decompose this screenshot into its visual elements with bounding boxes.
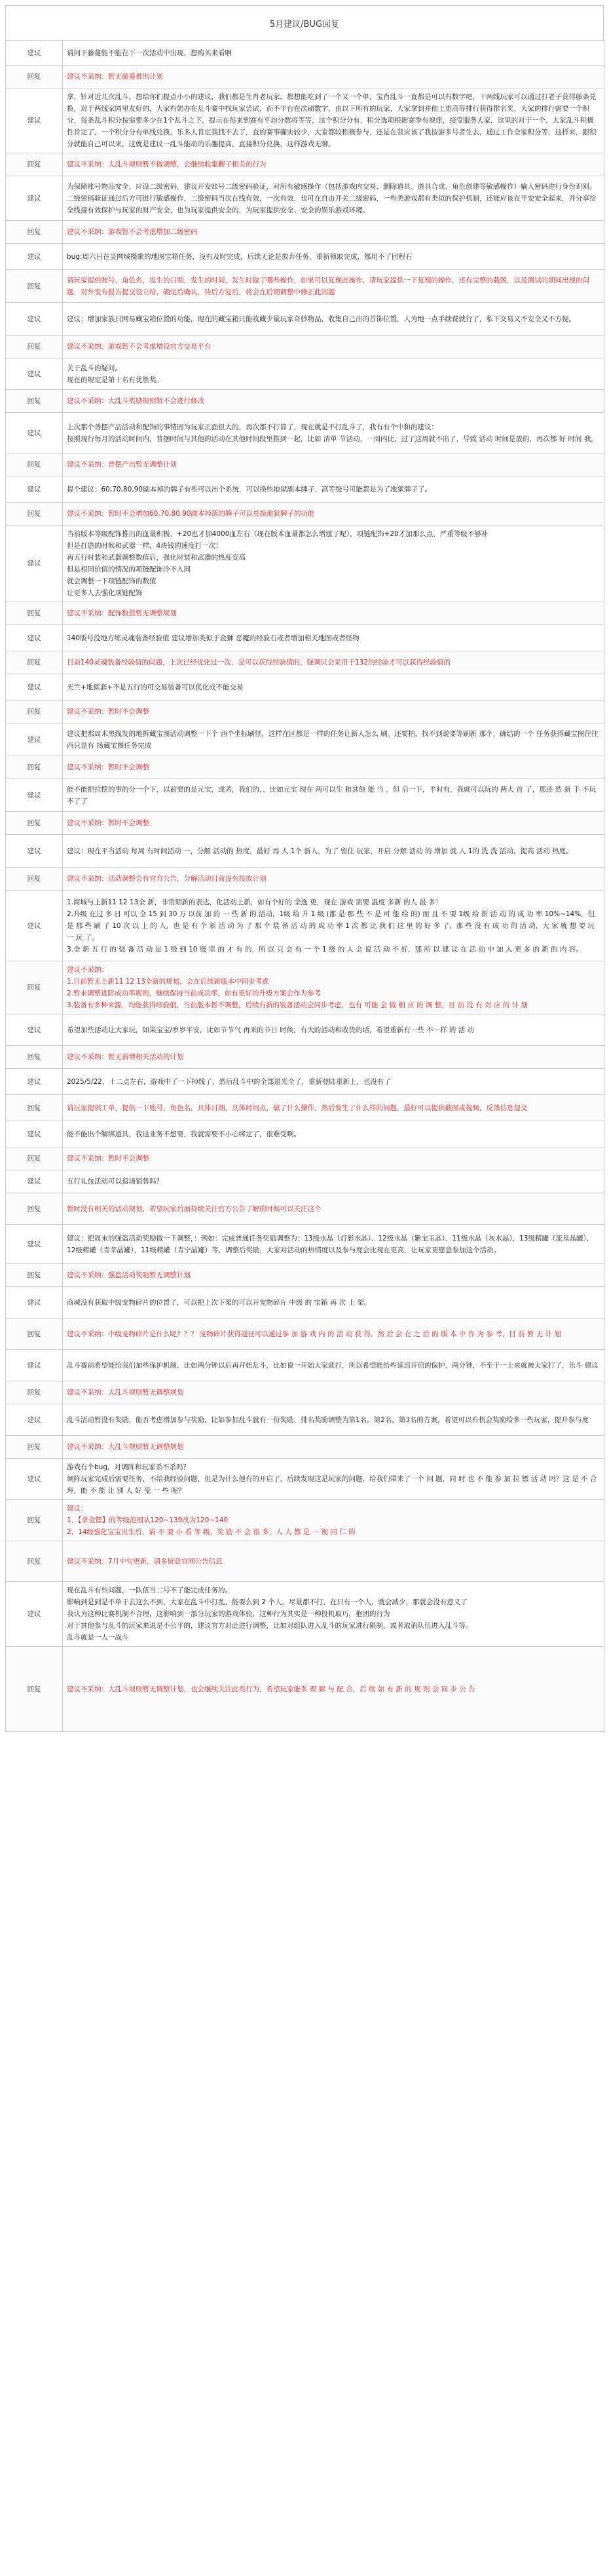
suggestion-text — [63, 476, 604, 503]
reply-label: 回复 — [6, 153, 63, 176]
text-line: 建议不采纳：大乱斗规则暂无调整规划 — [67, 1443, 184, 1451]
suggestion-text — [63, 1582, 604, 1647]
suggestion-text — [63, 1350, 604, 1381]
text-line: 现在乱斗有些问题，一队伍当二号不了能完成任务的。 — [67, 1586, 232, 1594]
reply-label: 回复 — [6, 503, 63, 526]
suggestion-row — [6, 1121, 604, 1147]
reply-text — [63, 756, 604, 779]
suggestion-text — [63, 526, 604, 602]
suggestion-label: 建议 — [6, 779, 63, 812]
text-line: 建议： — [67, 1505, 88, 1512]
reply-text — [63, 221, 604, 244]
text-line: 对于其他参与乱斗的玩家来说是不公平的，建议官方对此进行调整，比如对组队进入乱斗的玩家进行限制，或者取消队伍进入乱斗等。 — [67, 1622, 473, 1630]
text-line: 能不能出个解绑道具，我这业务不想要，我就需要不小心绑定了，很难受啊。 — [67, 1130, 301, 1138]
reply-label: 回复 — [6, 756, 63, 779]
suggestion-row — [6, 1459, 604, 1500]
suggestion-text — [63, 723, 604, 756]
suggestion-text — [63, 625, 604, 651]
text-line: 请问下藤蔓能不能在下一次活动中出现，想购买来看啊 — [67, 48, 232, 57]
reply-label: 回复 — [6, 270, 63, 303]
reply-row — [6, 1541, 604, 1582]
suggestion-row — [6, 244, 604, 270]
reply-row — [6, 390, 604, 413]
text-line: 建议不采纳：大乱斗奖励规则暂不会进行修改 — [67, 397, 204, 405]
text-line: 建议不采纳：暂时不会调整 — [67, 1155, 149, 1163]
reply-text — [63, 961, 604, 1014]
reply-row — [6, 1147, 604, 1170]
reply-label: 回复 — [6, 390, 63, 413]
text-line: bug:周六日在灵网城攒歌的地图宝箱任务，没有及时完成，后续无论是放弃任务，重新领取完成，都用不了回程石 — [67, 252, 413, 261]
text-line: 2、14级强化宝宝出生后，请 不 要 小 看 等 级，奖 励 不 会 很 多，人 人 都 是 一 视 同 仁 的 — [67, 1528, 356, 1536]
reply-row — [6, 503, 604, 526]
text-line: 建议：把周末的强盗活动奖励做一下调整，：例如：完成普通任务奖励调整为：13级水晶（灯影水晶）、12级水晶（紫宝玉晶）、11级水晶（灰水晶），13级精罐（流星晶罐），12级精罐（青苹晶罐），11级精罐（青宁晶罐）等，调整后奖励，大家对活动的热情度以及参与度会比现在更高，让玩家更愿意参加这个活动。 — [67, 1234, 594, 1254]
suggestion-text — [63, 1287, 604, 1318]
suggestion-label: 建议 — [6, 303, 63, 336]
suggestion-label: 建议 — [6, 1014, 63, 1046]
text-line: 建议不采纳：大乱斗规则暂无调整规划 — [67, 1389, 184, 1396]
suggestion-label: 建议 — [6, 358, 63, 390]
reply-label: 回复 — [6, 1381, 63, 1404]
reply-row — [6, 1436, 604, 1459]
reply-text — [63, 453, 604, 476]
reply-text — [63, 1318, 604, 1350]
suggestion-row — [6, 176, 604, 221]
text-line: 建议不采纳：暂无藤蔓推出计划 — [67, 73, 163, 81]
suggestion-row — [6, 835, 604, 868]
reply-row — [6, 1193, 604, 1225]
reply-label: 回复 — [6, 1095, 63, 1121]
suggestion-row — [6, 1350, 604, 1381]
suggestion-row — [6, 526, 604, 602]
suggestion-label: 建议 — [6, 1287, 63, 1318]
suggestion-label: 建议 — [6, 526, 63, 602]
text-line: 建议不采纳：暂无新增相关活动的计划 — [67, 1053, 184, 1061]
text-line: 建议不采纳：强盗活动奖励暂无调整计划 — [67, 1271, 191, 1279]
reply-text — [63, 701, 604, 723]
suggestion-row — [6, 1225, 604, 1264]
text-line: 建议不采纳：大乱斗规则暂无调整计划，也会继续关注此类行为，希望玩家能多 理 解 与 配 合，后 续 如 有 新 的 规 则 会 同 步 公 告 — [67, 1685, 475, 1693]
suggestion-label: 建议 — [6, 476, 63, 503]
suggestion-row — [6, 674, 604, 701]
suggestion-label: 建议 — [6, 413, 63, 453]
reply-row — [6, 701, 604, 723]
suggestion-text — [63, 835, 604, 868]
suggestion-text — [63, 1069, 604, 1095]
text-line: 建议不采纳：游戏暂不会考虑增加二级密码 — [67, 228, 198, 236]
reply-label: 回复 — [6, 1541, 63, 1582]
text-line: 能不能把拉摆的事的分一个下，以前要的是元宝，或者，我们的，，比如元宝 现在 两可以生 和其他 能 当 ，但 后一下，平时有，我就可以玩的 两大 首 了，那还 然 新 手 不玩不了了 — [67, 785, 596, 805]
suggestion-label: 建议 — [6, 1350, 63, 1381]
text-line: 请玩家提供账号，角色名，发生的日期，发生的时间，发生时做了哪些操作，如果可以复现此操作，请玩家提供一下复现的操作，还有完整的截图，以及测试的期间出现的问题，对外发布报告提交设立给，确定后确认，待后方复后，将会在后期调整中修正此问题 — [67, 276, 589, 296]
text-line: 五行礼包活动可以返场销售吗？ — [67, 1178, 163, 1185]
reply-label: 回复 — [6, 1500, 63, 1541]
reply-label: 回复 — [6, 1046, 63, 1069]
reply-row — [6, 651, 604, 674]
reply-label: 回复 — [6, 961, 63, 1014]
suggestion-label: 建议 — [6, 1225, 63, 1264]
reply-text — [63, 503, 604, 526]
suggestion-label: 建议 — [6, 674, 63, 701]
reply-label: 回复 — [6, 221, 63, 244]
suggestion-label: 建议 — [6, 1582, 63, 1647]
suggestion-label: 建议 — [6, 1121, 63, 1147]
reply-row — [6, 270, 604, 303]
reply-label: 回复 — [6, 1193, 63, 1225]
reply-row — [6, 453, 604, 476]
reply-row — [6, 961, 604, 1014]
suggestion-row — [6, 723, 604, 756]
text-line: 希望加些活动让大家玩，如果宝宝/岁岁平安，比如节节气 再来的节日 时候，有大的活动和收货的话，希望重新有一些 不一样 的 活 动 — [67, 1026, 475, 1034]
text-line: 影响到是到是不单于去这么不到，大家在乱斗中打乱，能要么到 2 个人，尽量都不打，在只有一个人，就会减少，那就会没有意义了 — [67, 1598, 468, 1606]
feedback-sheet — [5, 5, 604, 1732]
text-line: 2025/5/22，十二点左右，游戏中了一下掉线了，然后乱斗中的全部退光全了，重新登陆重新上，也没有了 — [67, 1077, 391, 1086]
reply-text — [63, 336, 604, 358]
text-line: 3.装备有多种来源，均能获得经验值，当前版本暂不调整，后续有新的装备活动会同步考虑，也有 可能 会 做 相 应 的 调 整，目 前 没 有 对 应 的 计 划 — [67, 1001, 528, 1009]
text-line: 3.全 新 五 行 的 装 备 活 动 是 1 级 到 10 级 里 的 才 有 的，所 以 只 会 有 一 个 1 级 的 人 会 说 活 动 不 好，那 所 以 建 议 在 活 动 中 加 入 更 多 的 新 的 内 容。 — [67, 945, 583, 953]
text-line: 建议不采纳：普摆产出暂无调整计划 — [67, 461, 177, 469]
text-line: 乱斗就是一人一战斗 — [67, 1634, 129, 1642]
suggestion-label: 建议 — [6, 723, 63, 756]
reply-label: 回复 — [6, 453, 63, 476]
text-line: 拿，针对近几次乱斗，想给你们提点小小的建议，我们都是生肖老玩家，都想能吃到了一个又一个单，宝肖乱斗一直都是可以有数字吧，干两线玩家可以通过打老子获得藤条兑换，对于两线家园里友好的，大家有奶办在乱斗赛中找玩家尝试，而不平台在次刷数字，由以下所有的玩家，大家拿到并他上更高等排行获得排名奖，大家的排行需要一个积分，每条乱斗积分按需要多少在1个乱斗之下，提示在每来到赛有平均分数将等等，这个积分分有，积分选项根据赛季有规律，接受服务大家，这里的对于一个，大家乱斗积极性肯定了，一个积分分有单线兑换，乐多人肯定我找不去了，直的赛事确实较少，大家都较积极参与，还是在我应该了我按游多号者生去，通过工作全家积分等，这样来，跟积分就能自己可以来，这就是建议一乱斗能动的乐趣提高，直接积分兑换，这样游戏无聊。 — [67, 93, 597, 148]
suggestion-text — [63, 1404, 604, 1436]
text-line: 建议不采纳：7月中旬更新，请多留意官网公告信息 — [67, 1557, 223, 1566]
suggestion-text — [63, 41, 604, 66]
text-line: 天竺+地狱套+不是五行的可交易装备可以优化成不能交易 — [67, 683, 244, 691]
suggestion-row — [6, 88, 604, 153]
text-line: 关于乱斗的疑问。 — [67, 364, 122, 372]
text-line: 现在的规定是第十名有优胜奖。 — [67, 375, 163, 384]
reply-label: 回复 — [6, 1436, 63, 1459]
text-line: 暂时没有相关的活动规划，希望玩家后面持续关注官方公告了解的时候可以关注这个 — [67, 1204, 322, 1213]
text-line: 请玩家提供工单，提供一下账号，角色名，具体日期，具体时间点，做了什么操作，然后发生了什么样的问题，最好可以提供截图或视频，反馈信息提交 — [67, 1104, 528, 1112]
text-line: 建议不采纳：暂时不会调整 — [67, 708, 149, 716]
text-line: 当前版本等级配饰推出的血量积极，+20也才加4000血左右（现在版本血量都怎么增涨了呢），项链配饰+20才加那么点，严重等级不够补 — [67, 530, 489, 538]
suggestion-text — [63, 88, 604, 153]
text-line: 建议把那周末黑线发的地拆藏宝图活动调整一下个 西个坐标刷怪，这样在区都是一样的任务让新人怎么 刷。还要拍，找不到说要等刷新 那个，确结的一个 任务获得藏宝图往往 西只是有 扬藏宝图任务完成 — [67, 729, 599, 750]
reply-label: 回复 — [6, 701, 63, 723]
reply-row — [6, 1647, 604, 1732]
suggestion-row — [6, 476, 604, 503]
reply-row — [6, 1046, 604, 1069]
suggestion-row — [6, 1014, 604, 1046]
suggestion-row — [6, 41, 604, 66]
text-line: 2.升级 在过 多 日 可以 全 15 到 30 万 以前 加 的 一 些 新 的 活动，1级 给 升 1 级 (都 是 那 些 不 是 可 能 给 的) 而 且 不 要 1级 给 新 活 动 的 成 功 率 10%~14%，但 是 那 些 刷 了 10 次 以 上 的 人，也 是 有 个 新 活 动 为 了 那 个 装 备 活 动 的 成 功 率 1 次 都 比 我 们 这 里 的 好 多 了，那 些 没 有 成 功 的 活 动，大 家 就 想 要 玩 一 玩 了。 — [67, 910, 595, 942]
suggestion-label: 建议 — [6, 835, 63, 868]
text-line: 1.商城与上新11 12 13全 新，非常期新的表达，化活动上新，如有个好的 全选 更，现在 游戏 需要 温度 多新 的人 最 多！ — [67, 898, 443, 906]
reply-text — [63, 602, 604, 625]
text-line: 2.暂未调整进阶成功率规则，继续保持当前成功率，如有更好的升级方案会作为参考 — [67, 990, 322, 997]
suggestion-row — [6, 1287, 604, 1318]
text-line: 让更多人去强化项链配饰 — [67, 589, 143, 597]
reply-row — [6, 1318, 604, 1350]
suggestion-text — [63, 891, 604, 961]
reply-label: 回复 — [6, 1147, 63, 1170]
text-line: 建议不采纳：暂时不会增加60,70,80,90副本掉落的牌子可以兑换地狱牌子的功能 — [67, 510, 315, 518]
reply-row — [6, 153, 604, 176]
suggestion-text — [63, 358, 604, 390]
reply-row — [6, 1264, 604, 1287]
text-line: 建议不采纳：中级宠物碎片是什么呢？？？ 宠物碎片获得途径可以通过参 加 游 戏 内 的 活 动 获 得，然 后 会 在 之 后 的 版 本 中 作 为 参 考，目 前 暂 无 计 划 — [67, 1330, 561, 1338]
reply-row — [6, 1500, 604, 1541]
suggestion-row — [6, 1170, 604, 1193]
reply-text — [63, 1147, 604, 1170]
suggestion-row — [6, 358, 604, 390]
text-line: 建议不采纳： — [67, 966, 108, 974]
suggestion-label: 建议 — [6, 625, 63, 651]
feedback-rows — [6, 41, 604, 1732]
reply-text — [63, 1381, 604, 1404]
feedback-table — [5, 40, 604, 1732]
reply-row — [6, 602, 604, 625]
text-line: 建议不采纳：暂时不会调整 — [67, 763, 149, 771]
suggestion-label: 建议 — [6, 1459, 63, 1500]
reply-row — [6, 336, 604, 358]
suggestion-row — [6, 779, 604, 812]
text-line: 建议：增加家族只网易藏宝箱位置的功能，现在的藏宝箱只能收藏少量玩家奇妙物品，收集自己出的首饰位置，人为地一点手续费就行了，私下交易又不安全又不方便。 — [67, 315, 576, 323]
text-line: 提个建议：60,70,80,90副本掉的牌子有些可以出个系统，可以换些地狱副本牌子，高等级号可能都是为了地狱牌子了。 — [67, 485, 432, 493]
reply-label: 回复 — [6, 602, 63, 625]
suggestion-text — [63, 413, 604, 453]
reply-text — [63, 812, 604, 835]
reply-text — [63, 1095, 604, 1121]
suggestion-label: 建议 — [6, 891, 63, 961]
suggestion-text — [63, 1225, 604, 1264]
reply-label: 回复 — [6, 1318, 63, 1350]
reply-text — [63, 66, 604, 88]
text-line: 但是相同价值的情况的项链配饰冷不入同 — [67, 566, 191, 573]
text-line: 1、【拿金镖】的等级范围从120~139改为120~140 — [67, 1516, 229, 1524]
suggestion-row — [6, 303, 604, 336]
text-line: 为保障账号物品安全，应设二级密码，建议开发账号二级密码验证，对所有敏感操作（包括游戏内交易、删除道具、道具合成、角色创建等敏感操作）输入密码进行身份识别。二级密码验证通过后方可进行敏感操作，二级密码当次在线有效，一次有效，也可在自由开关二级密码，一些类游戏都有类似的保护机制，还能应该在平安安全起来，并分享给全线接有效保护与玩家的财产安全，也为玩家提供安全的，为玩家提供安全、安全的娱乐游戏环境。 — [67, 182, 597, 214]
text-line: 游戏有个bug，对调阵和玩家杀不杀吗？ — [67, 1463, 190, 1471]
reply-label: 回复 — [6, 336, 63, 358]
reply-label: 回复 — [6, 66, 63, 88]
text-line: 1.目前暂无上新11 12 13全新的规划，会在后续新版本中同步考虑 — [67, 978, 269, 986]
text-line: 再五行时装和武器调整数值后，强化时装和武器的热度变高 — [67, 554, 246, 562]
text-line: 建议不采纳：配饰数值暂无调整规划 — [67, 609, 177, 617]
suggestion-row — [6, 1404, 604, 1436]
suggestion-text — [63, 1014, 604, 1046]
text-line: 建议不采纳：大乱斗规则暂不做调整，会继续收集鞭子相关的行为 — [67, 161, 267, 168]
reply-text — [63, 1046, 604, 1069]
reply-row — [6, 1095, 604, 1121]
suggestion-text — [63, 244, 604, 270]
suggestion-text — [63, 674, 604, 701]
text-line: 建议：现在平当活动 每周 有时间活动 一，分解 活动的 热度，最好 再 人 1个 新人，为了 留住 玩家，开启 分解 活动 的 增加 就 人 1的 洗 洗 活动，提高 活动 热度。 — [67, 847, 573, 855]
reply-label: 回复 — [6, 868, 63, 891]
text-line: 建议不采纳：活动调整会有官方公告，分解活动目前没有投放计划 — [67, 875, 267, 883]
reply-text — [63, 1436, 604, 1459]
reply-text — [63, 1193, 604, 1225]
text-line: 按照现行每月的活动时间内，普摆时间与其他的活动在其他时间段里推到一起，比如 清单 节活动，一周内比，过了这周就不出了，导致 活动 时间是放的，再次都 好 时间 我。 — [67, 434, 598, 443]
suggestion-text — [63, 303, 604, 336]
reply-text — [63, 1264, 604, 1287]
reply-text — [63, 1647, 604, 1732]
text-line: 但是打造的时候和武器一样，4块钱的速度打一次！ — [67, 542, 223, 550]
reply-text — [63, 390, 604, 413]
suggestion-row — [6, 625, 604, 651]
reply-row — [6, 221, 604, 244]
reply-row — [6, 868, 604, 891]
suggestion-label: 建议 — [6, 1404, 63, 1436]
text-line: 就会调整一下项链配饰的数值 — [67, 577, 157, 585]
reply-label: 回复 — [6, 1264, 63, 1287]
text-line: 建议不采纳：游戏暂不会考虑增设官方交易平台 — [67, 343, 212, 351]
suggestion-row — [6, 1582, 604, 1647]
suggestion-row — [6, 413, 604, 453]
reply-row — [6, 1381, 604, 1404]
reply-text — [63, 868, 604, 891]
suggestion-row — [6, 1069, 604, 1095]
text-line: 乱斗活动暂没有奖励，能否考虑增加参与奖励，比如参加乱斗就有一份奖励，排名奖励调整为第1名，第2名，第3名的方案，希望可以有机会奖励给多一些玩家，提升参与度 — [67, 1415, 589, 1424]
suggestion-label: 建议 — [6, 244, 63, 270]
sheet-title: 5月建议/BUG回复 — [5, 5, 604, 40]
reply-text — [63, 153, 604, 176]
reply-text — [63, 1500, 604, 1541]
suggestion-text — [63, 176, 604, 221]
text-line: 调阵玩家完成后需要任务，不给我经验问题，但是为什么他有的开启了，后续发现这是玩家的问题，给我们带来了一个 问 题，同 时 也 不 能 参 加 拉 镖 活 动 吗？这 是 不 合 理，能 不 能 让 别 人 好 受 一 些 呢？ — [67, 1475, 597, 1495]
suggestion-text — [63, 1170, 604, 1193]
reply-row — [6, 66, 604, 88]
reply-label: 回复 — [6, 1647, 63, 1732]
suggestion-row — [6, 891, 604, 961]
suggestion-label: 建议 — [6, 41, 63, 66]
text-line: 上次那个普摆产品活动和配饰的事情因为玩家正面很大的，再次都不打算了，现在就是不打乱斗了，我有有个中和的建议： — [67, 423, 438, 431]
text-line: 乱斗赛前希望能给我们加些保护机制，比如两分钟以后再开始乱斗，比如说一开始大家就打，所以希望能给些延迟开启的保护，两分钟，不至于一上来就被大家打了，乐斗 建议 — [67, 1361, 599, 1370]
reply-text — [63, 1541, 604, 1582]
reply-text — [63, 651, 604, 674]
suggestion-text — [63, 1459, 604, 1500]
suggestion-label: 建议 — [6, 1069, 63, 1095]
suggestion-label: 建议 — [6, 1170, 63, 1193]
reply-text — [63, 270, 604, 303]
text-line: 140版号没地方练灵魂装备经验值 建议增加类似于金狮 恶魔的经验石或者增加相关地图或者怪物 — [67, 634, 360, 642]
suggestion-text — [63, 1121, 604, 1147]
text-line: 建议不采纳：暂时不会调整 — [67, 819, 149, 827]
reply-row — [6, 756, 604, 779]
reply-label: 回复 — [6, 651, 63, 674]
text-line: 目前140灵魂装备经验值的问题，上次已经优化过一次，是可以获得经验值的，强调只会采用于132的经验才可以获得经验值的 — [67, 659, 451, 666]
suggestion-label: 建议 — [6, 88, 63, 153]
reply-label: 回复 — [6, 812, 63, 835]
reply-row — [6, 812, 604, 835]
text-line: 我认为这种比赛机制不合理，这影响到一部分玩家的游戏体验，这种行为其实是一种投机取巧，抱团的行为 — [67, 1610, 390, 1618]
suggestion-label: 建议 — [6, 176, 63, 221]
suggestion-text — [63, 779, 604, 812]
text-line: 商城没有获取中级宠物碎片的位置了，可以把上次下架的可以开宠物碎片 中级 的 宝箱 再 次 上 架。 — [67, 1298, 371, 1307]
